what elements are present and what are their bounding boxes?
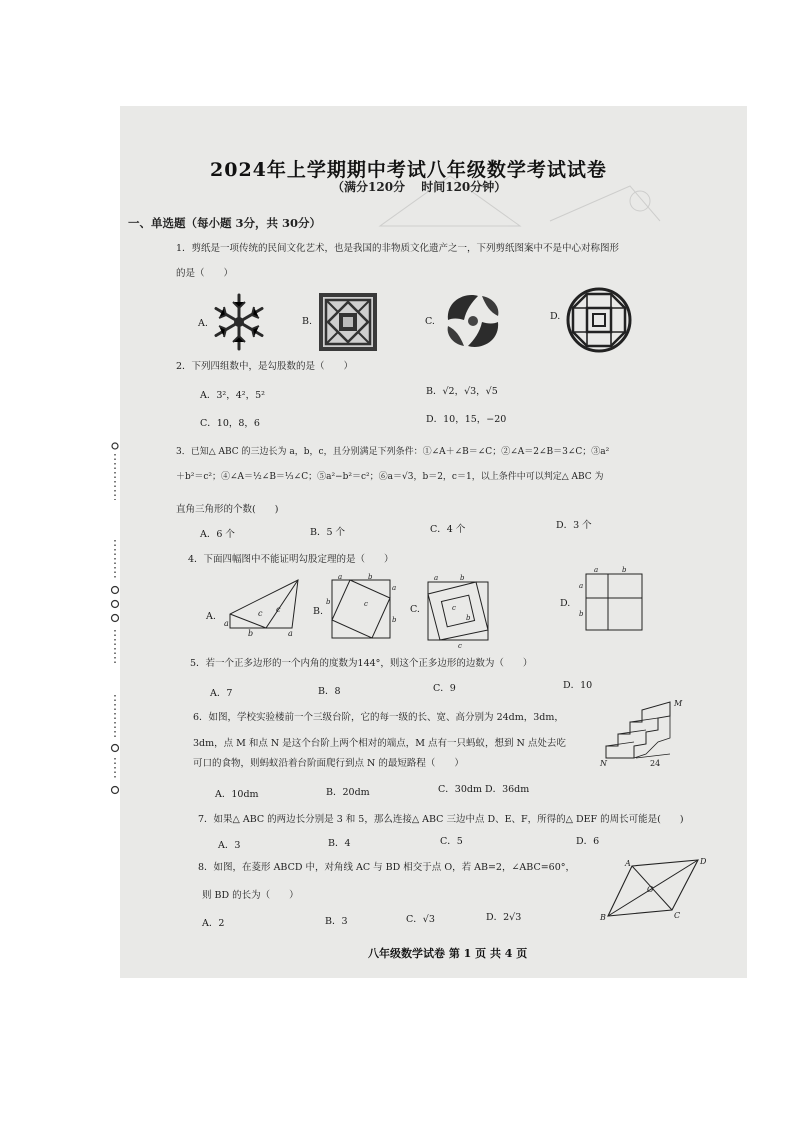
q4-option-a-label: A.: [206, 611, 216, 622]
q1-option-d-label: D.: [550, 311, 561, 322]
svg-text:b: b: [248, 629, 254, 638]
question-6-text: 3dm，点 M 和点 N 是这个台阶上两个相对的端点，M 点有一只蚂蚁，想到 N 点处去吃: [193, 738, 566, 749]
q8-option-c: C．√3: [406, 914, 435, 925]
q2-option-a: A．3²，4²，5²: [200, 390, 265, 401]
pythagoras-trapezoid-figure: [218, 574, 304, 638]
svg-text:c: c: [258, 609, 263, 618]
question-7-text: 7．如果△ ABC 的两边长分别是 3 和 5，那么连接△ ABC 三边中点 D、E、F，所得的△ DEF 的周长可能是( ): [198, 814, 684, 825]
svg-text:a: a: [288, 629, 293, 638]
q8-option-a: A．2: [202, 918, 225, 929]
square-pattern-paper-cut-icon: [318, 292, 378, 352]
q3-option-b: B．5 个: [310, 527, 346, 538]
q1-option-b-label: B.: [302, 316, 313, 327]
svg-text:a: a: [338, 573, 343, 581]
svg-text:a: a: [392, 584, 397, 592]
svg-text:c: c: [276, 605, 281, 614]
question-8-text: 则 BD 的长为（ ）: [202, 890, 299, 901]
q1-option-a-label: A.: [198, 318, 208, 329]
vertex-d-label: D: [700, 857, 707, 866]
svg-text:a: a: [579, 582, 584, 590]
exam-subtitle: （满分120分 时间120分钟）: [332, 180, 507, 194]
question-6-text: 6．如图，学校实验楼前一个三级台阶，它的每一级的长、宽、高分别为 24dm，3dm，: [193, 712, 564, 723]
q7-option-d: D．6: [576, 836, 600, 847]
question-1-text: 1．剪纸是一项传统的民间文化艺术，也是我国的非物质文化遗产之一，下列剪纸图案中不是中心对称图形: [176, 243, 620, 254]
svg-text:b: b: [326, 598, 331, 606]
q1-option-c-label: C.: [425, 316, 435, 327]
svg-text:a: a: [224, 619, 229, 628]
page-footer: 八年级数学试卷 第 1 页 共 4 页: [368, 947, 528, 960]
svg-text:b: b: [622, 566, 627, 574]
question-3-text: 直角三角形的个数( ): [176, 504, 279, 515]
point-m-label: M: [674, 699, 683, 708]
question-2-text: 2．下列四组数中，是勾股数的是（ ）: [176, 361, 354, 372]
q8-option-d: D．2√3: [486, 912, 522, 923]
svg-text:c: c: [452, 604, 456, 612]
pythagoras-square-figure-c: [422, 574, 494, 650]
q3-option-d: D．3 个: [556, 520, 592, 531]
vertex-b-label: B: [600, 913, 606, 922]
pythagoras-grid-figure: [576, 566, 648, 638]
q4-option-d-label: D.: [560, 598, 571, 609]
svg-text:c: c: [458, 642, 462, 650]
q6-option-b: B．20dm: [326, 787, 370, 798]
svg-text:a: a: [434, 574, 439, 582]
q5-option-c: C．9: [433, 683, 456, 694]
q4-option-b-label: B.: [313, 606, 324, 617]
svg-text:b: b: [579, 610, 584, 618]
question-4-text: 4．下面四幅图中不能证明勾股定理的是（ ）: [188, 554, 394, 565]
octagon-window-paper-cut-icon: [565, 286, 633, 354]
q6-option-cd: C．30dm D．36dm: [438, 784, 530, 795]
question-8-text: 8．如图，在菱形 ABCD 中，对角线 AC 与 BD 相交于点 O，若 AB=2，∠ABC=60°，: [198, 862, 576, 873]
q8-option-b: B．3: [325, 916, 348, 927]
q5-option-d: D．10: [563, 680, 593, 691]
svg-text:c: c: [364, 600, 368, 608]
question-6-text: 可口的食物，则蚂蚁沿着台阶面爬行到点 N 的最短路程（ ）: [193, 758, 464, 769]
vertex-a-label: A: [625, 859, 631, 868]
rhombus-figure: [600, 852, 710, 922]
q3-option-a: A．6 个: [200, 529, 235, 540]
svg-text:b: b: [466, 614, 471, 622]
q7-option-c: C．5: [440, 836, 463, 847]
q2-option-d: D．10，15，−20: [426, 414, 507, 425]
question-1-text: 的是（ ）: [176, 268, 234, 279]
q2-option-b: B．√2，√3，√5: [426, 386, 498, 397]
vertex-c-label: C: [674, 911, 681, 920]
svg-text:b: b: [368, 573, 373, 581]
svg-text:b: b: [392, 616, 397, 624]
q6-option-a: A．10dm: [215, 789, 259, 800]
point-n-label: N: [600, 759, 607, 768]
exam-title: 2024年上学期期中考试八年级数学考试试卷: [210, 159, 607, 181]
leaf-pattern-paper-cut-icon: [442, 290, 504, 352]
snowflake-paper-cut-icon: [208, 291, 270, 353]
exam-page: [120, 106, 747, 978]
q5-option-a: A．7: [210, 688, 233, 699]
q4-option-c-label: C.: [410, 604, 420, 615]
question-3-text: ＋b²＝c²；④∠A＝½∠B＝⅓∠C；⑤a²−b²＝c²；⑥a＝√3，b＝2，c＝1，以上条件中可以判定△ ABC 为: [176, 472, 604, 482]
svg-text:b: b: [460, 574, 465, 582]
q7-option-a: A．3: [218, 840, 241, 851]
q7-option-b: B．4: [328, 838, 351, 849]
q2-option-c: C．10，8，6: [200, 418, 260, 429]
question-3-text: 3．已知△ ABC 的三边长为 a，b，c，且分别满足下列条件：①∠A＋∠B＝∠C；②∠A＝2∠B＝3∠C；③a²: [176, 447, 610, 457]
center-o-label: O: [647, 885, 654, 894]
q5-option-b: B．8: [318, 686, 341, 697]
question-5-text: 5．若一个正多边形的一个内角的度数为144°，则这个正多边形的边数为（ ）: [190, 658, 533, 669]
length-label: 24: [650, 759, 661, 768]
svg-text:a: a: [594, 566, 599, 574]
staircase-figure: [600, 698, 690, 768]
pythagoras-square-figure-b: [324, 574, 396, 646]
q3-option-c: C．4 个: [430, 524, 466, 535]
section-heading: 一、单选题（每小题 3分，共 30分）: [128, 216, 322, 230]
